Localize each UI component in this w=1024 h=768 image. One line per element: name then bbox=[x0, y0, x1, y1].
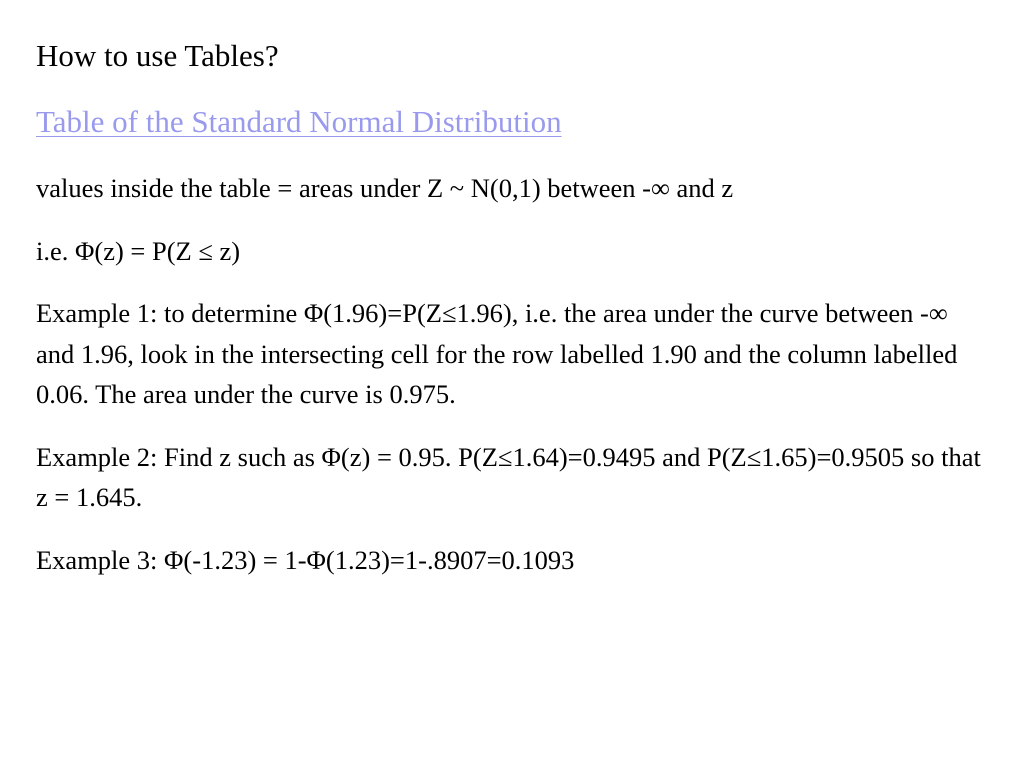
standard-normal-table-link[interactable]: Table of the Standard Normal Distribution bbox=[36, 104, 562, 139]
example-2-paragraph: Example 2: Find z such as Φ(z) = 0.95. P(Z≤1.64)=0.9495 and P(Z≤1.65)=0.9505 so that z = 1.645. bbox=[36, 441, 981, 512]
example-1-paragraph: Example 1: to determine Φ(1.96)=P(Z≤1.96), i.e. the area under the curve between -∞ and 1.96, look in the intersecting cell for the row labelled 1.90 and the column labelled 0.06. The area under the curve is 0.975. bbox=[36, 298, 958, 409]
example-3-paragraph: Example 3: Φ(-1.23) = 1-Φ(1.23)=1-.8907=0.1093 bbox=[36, 544, 575, 575]
definition-paragraph: values inside the table = areas under Z ~ N(0,1) between -∞ and z bbox=[36, 173, 734, 203]
cdf-definition-paragraph: i.e. Φ(z) = P(Z ≤ z) bbox=[36, 235, 241, 266]
slide-title: How to use Tables? bbox=[36, 38, 279, 73]
slide-content bbox=[36, 36, 986, 602]
